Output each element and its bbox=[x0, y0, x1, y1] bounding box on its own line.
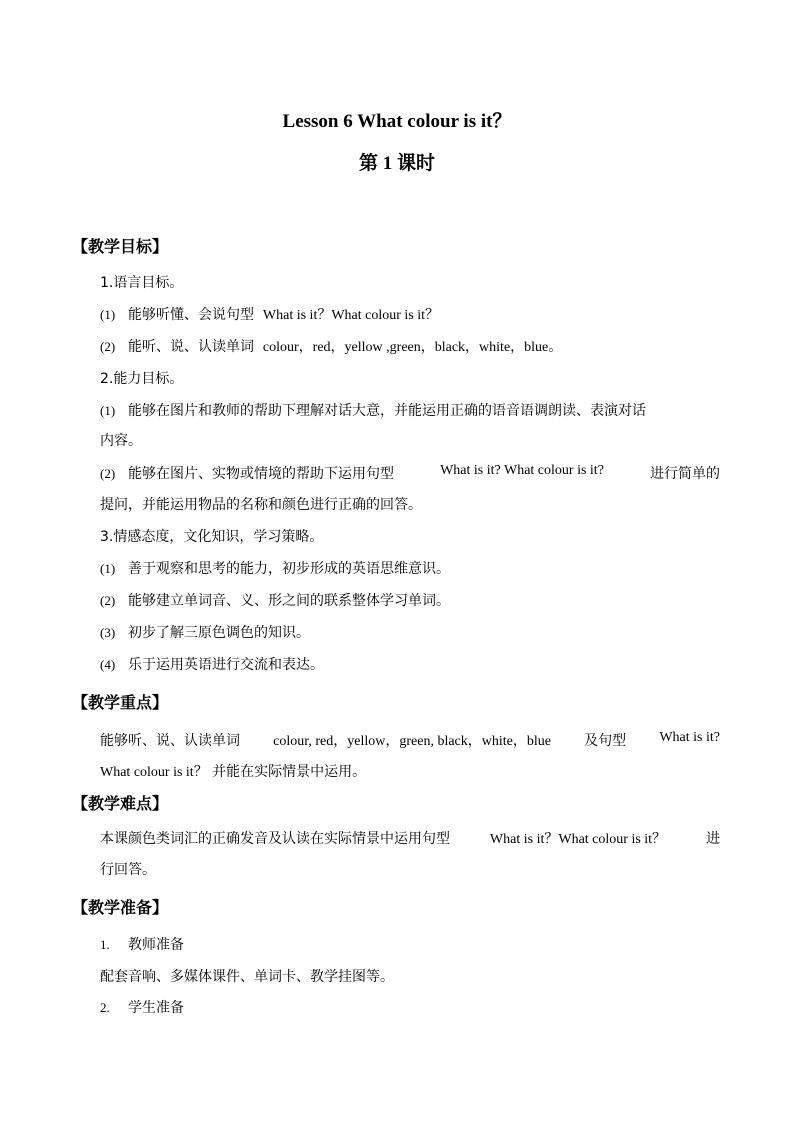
objective-item: (2) 能够在图片、实物或情境的帮助下运用句型 What is it? What colour is it? 进行简单的 bbox=[100, 463, 720, 482]
key-points-heading: 【教学重点】 bbox=[72, 693, 169, 712]
preparation-heading: 【教学准备】 bbox=[72, 898, 169, 917]
objective-item: (3) 初步了解三原色调色的知识。 bbox=[100, 625, 310, 641]
key-points-text: 能够听、说、认读单词 colour, red，yellow，green, black，white，blue 及句型 What is it? bbox=[100, 730, 720, 749]
preparation-text: 配套音响、多媒体课件、单词卡、教学挂图等。 bbox=[100, 969, 394, 985]
preparation-item: 2. 学生准备 bbox=[100, 1000, 184, 1016]
objective-item: (1) 能够在图片和教师的帮助下理解对话大意，并能运用正确的语音语调朗读、表演对话 bbox=[100, 403, 646, 419]
objective-item: (1) 能够听懂、会说句型 What is it？What colour is it？ bbox=[100, 307, 440, 323]
difficulties-text-continued: 行回答。 bbox=[100, 862, 156, 878]
preparation-item: 1. 教师准备 bbox=[100, 937, 184, 953]
objective-item: (4) 乐于运用英语进行交流和表达。 bbox=[100, 657, 324, 673]
objective-item-continued: 提问，并能运用物品的名称和颜色进行正确的回答。 bbox=[100, 497, 422, 513]
objective-item: (1) 善于观察和思考的能力，初步形成的英语思维意识。 bbox=[100, 561, 450, 577]
key-points-text-continued: What colour is it？ 并能在实际情景中运用。 bbox=[100, 764, 367, 780]
lesson-title: Lesson 6 What colour is it？ bbox=[282, 111, 512, 132]
emotion-goal: 3.情感态度，文化知识，学习策略。 bbox=[100, 529, 324, 545]
difficulties-heading: 【教学难点】 bbox=[72, 794, 169, 813]
ability-goal: 2.能力目标。 bbox=[100, 371, 184, 387]
objective-item: (2) 能够建立单词音、义、形之间的联系整体学习单词。 bbox=[100, 593, 450, 609]
lesson-subtitle: 第 1 课时 bbox=[358, 153, 435, 174]
language-goal: 1.语言目标。 bbox=[100, 275, 184, 291]
objectives-heading: 【教学目标】 bbox=[72, 237, 169, 256]
difficulties-text: 本课颜色类词汇的正确发音及认读在实际情景中运用句型 What is it？What colour is it？ 进 bbox=[100, 831, 720, 847]
objective-item: (2) 能听、说、认读单词 colour，red，yellow ,green，black，white，blue。 bbox=[100, 339, 563, 355]
objective-item-continued: 内容。 bbox=[100, 433, 142, 449]
